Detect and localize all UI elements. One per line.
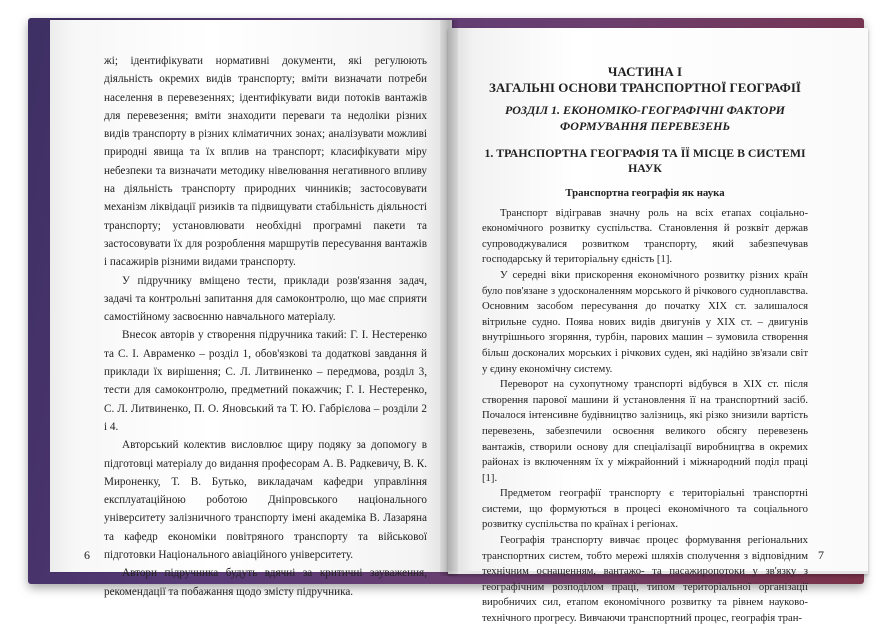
right-page-text — [482, 64, 808, 627]
book-gutter — [440, 20, 458, 576]
left-paragraph-2: У підручнику вміщено тести, приклади розв'язання задач, задачі та контрольні запитання для самоконтролю, що має сприяти самостійному засвоєнню навчального матеріалу. — [104, 274, 427, 324]
right-paragraph-1: Транспорт відігравав значну роль на всіх етапах соціально-економічного розвитку суспільства. Становлення й розквіт держав супроводжувалися розвитком транспорту, який забезпечував господарську й територіальну єдність [1]. — [482, 206, 808, 266]
part-label: ЧАСТИНА І — [607, 64, 683, 79]
section-line-1: РОЗДІЛ 1. ЕКОНОМІКО-ГЕОГРАФІЧНІ ФАКТОРИ — [505, 103, 785, 117]
left-page-number: 6 — [84, 548, 90, 562]
left-paragraph-1: жі; ідентифікувати нормативні документи, які регулюють діяльність окремих видів транспорту; вміти визначати потреби населення в перевезеннях; ідентифікувати види потоків вантажів для перевезення; вміти знаходити переваги та недоліки різних видів транспорту в різних кліматичних зонах; аналізувати можливі природні явища та їх вплив на транспорт; класифікувати міру небезпеки та визначати методику нівелювання негативного впливу на діяльність транспорту природних чинників; застосовувати механізм ліквідації ризиків та підвищувати стабільність діяльності транспорту; установлювати необхідні програмні пакети та застосовувати їх для розроблення маршрутів пересування вантажів і пасажирів різними видами транспорту. — [104, 55, 427, 269]
part-heading — [482, 64, 808, 96]
part-title: ЗАГАЛЬНІ ОСНОВИ ТРАНСПОРТНОЇ ГЕОГРАФІЇ — [489, 80, 801, 95]
subheading: Транспортна географія як наука — [565, 187, 725, 199]
right-paragraph-5: Географія транспорту вивчає процес формування регіональних транспортних систем, тобто мережі шляхів сполучення з відповідним технічним оснащенням, вантажо- та пасажиропотоки у зв'язку з географічним розподілом праці, типом територіальної організації виробничих сил, етапом економічного розвитку та рівнем науково-технічного прогресу. Вивчаючи транспортний процес, географія тран- — [482, 534, 808, 625]
right-paragraph-3: Переворот на сухопутному транспорті відбувся в XIX ст. після створення парової машини й установлення її на транспортний засіб. Почалося інтенсивне будівництво залізниць, які різко знизили вартість перевезень, забезпечили освоєння великого обсягу перевезень вантажів, створили основу для спеціалізації виробництва в окремих районах із включенням їх у міжрайонний і міжнародний поділ праці [1]. — [482, 378, 808, 484]
right-paragraph-4: Предметом географії транспорту є територіальні транспортні системи, що формуються в процесі економічного та соціального розвитку суспільства по країнах і регіонах. — [482, 487, 808, 531]
left-paragraph-5: Автори підручника будуть вдячні за критичні зауваження, рекомендації та побажання щодо змісту підручника. — [104, 567, 427, 598]
chapter-heading: 1. ТРАНСПОРТНА ГЕОГРАФІЯ ТА ЇЇ МІСЦЕ В СИСТЕМІ НАУК — [484, 146, 806, 175]
right-paragraph-2: У середні віки прискорення економічного розвитку різних країн було пов'язане з удосконаленням морського й річкового судноплавства. Основним засобом пересування до початку XIX ст. залишалося вітрильне судно. Поява нових видів двигунів у XIX ст. – двигунів внутрішнього згоряння, турбін, парових машин – зумовила створення більш досконалих морських і річкових суден, які надійно зв'язали світ у єдину економічну систему. — [482, 268, 808, 375]
left-paragraph-4: Авторський колектив висловлює щиру подяку за допомогу в підготовці матеріалу до видання професорам А. В. Радкевичу, В. К. Мироненку, Т. В. Бутько, викладачам кафедри управління експлуатаційною роботою Дніпровського національного університету залізничного транспорту імені академіка В. Лазаряна та кафедр економіки повітряного транспорту та військової підготовки Національного авіаційного університету. — [104, 439, 427, 562]
right-page-number: 7 — [818, 548, 824, 562]
left-paragraph-3: Внесок авторів у створення підручника такий: Г. І. Нестеренко та С. І. Авраменко – розділ 1, обов'язкові та додаткові завдання й приклади їх вирішення; С. Л. Литвиненко – передмова, розділ 3, тести для самоконтролю, предметний покажчик; Г. І. Нестеренко, С. Л. Литвиненко, П. О. Яновський та Т. Ю. Габрієлова – розділи 2 і 4. — [104, 329, 427, 433]
left-page-text — [104, 52, 427, 601]
section-heading — [482, 102, 808, 134]
section-line-2: ФОРМУВАННЯ ПЕРЕВЕЗЕНЬ — [559, 119, 731, 133]
